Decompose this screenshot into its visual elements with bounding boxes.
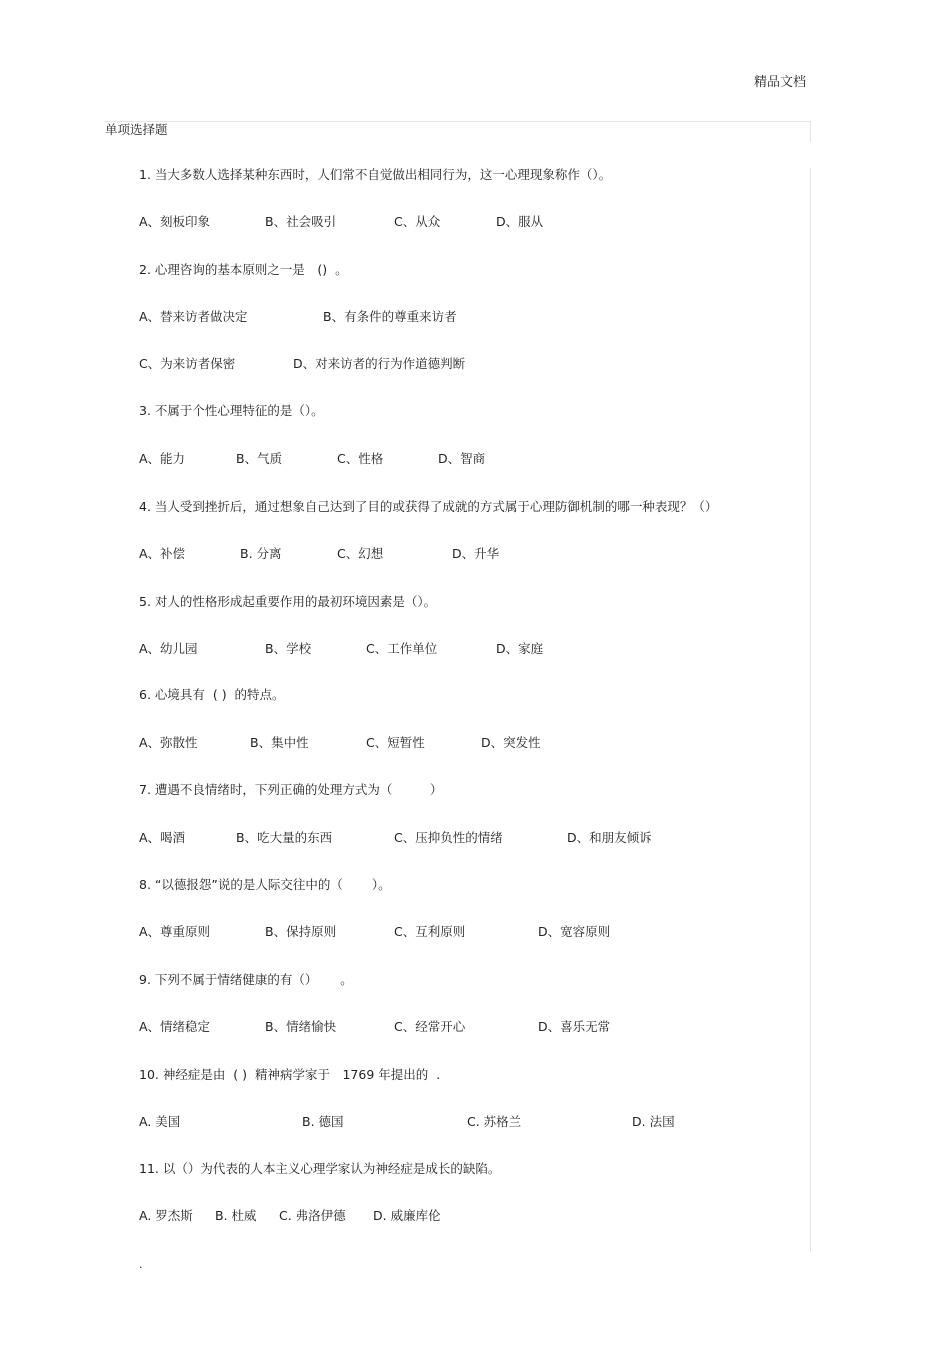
option-d: D、对来访者的行为作道德判断 bbox=[293, 356, 466, 371]
option-c: C、互利原则 bbox=[394, 924, 466, 939]
option-d: D、智商 bbox=[438, 451, 486, 466]
question-text: 11. 以（）为代表的人本主义心理学家认为神经症是成长的缺陷。 bbox=[139, 1161, 501, 1176]
option-a: A、弥散性 bbox=[139, 735, 198, 750]
frame-right-rule bbox=[810, 168, 811, 1252]
question-text: 9. 下列不属于情绪健康的有（） 。 bbox=[139, 972, 353, 987]
option-c: C、为来访者保密 bbox=[139, 356, 236, 371]
option-b: B、保持原则 bbox=[265, 924, 337, 939]
option-d: D、突发性 bbox=[481, 735, 541, 750]
option-b: B、学校 bbox=[265, 641, 312, 656]
question-text: 2. 心理咨询的基本原则之一是 () 。 bbox=[139, 262, 348, 277]
option-d: D. 法国 bbox=[632, 1114, 675, 1129]
option-b: B、气质 bbox=[236, 451, 283, 466]
option-a: A、尊重原则 bbox=[139, 924, 211, 939]
option-a: A、刻板印象 bbox=[139, 214, 211, 229]
option-c: C. 弗洛伊德 bbox=[279, 1208, 346, 1223]
section-title: 单项选择题 bbox=[105, 122, 168, 137]
option-c: C、压抑负性的情绪 bbox=[394, 830, 503, 845]
frame-right-rule bbox=[810, 121, 811, 142]
option-d: D、家庭 bbox=[496, 641, 544, 656]
question-text: 4. 当人受到挫折后，通过想象自己达到了目的或获得了成就的方式属于心理防御机制的哪一种表现？（） bbox=[139, 499, 718, 514]
option-d: D、服从 bbox=[496, 214, 544, 229]
footer-dot: . bbox=[139, 1258, 143, 1271]
question-text: 6. 心境具有 ( ) 的特点。 bbox=[139, 687, 285, 702]
option-c: C、从众 bbox=[394, 214, 441, 229]
option-a: A. 美国 bbox=[139, 1114, 181, 1129]
option-c: C. 苏格兰 bbox=[467, 1114, 522, 1129]
question-text: 3. 不属于个性心理特征的是（）。 bbox=[139, 403, 324, 418]
option-b: B、社会吸引 bbox=[265, 214, 337, 229]
option-d: D、升华 bbox=[452, 546, 500, 561]
question-text: 7. 遭遇不良情绪时，下列正确的处理方式为（ ） bbox=[139, 782, 443, 797]
option-a: A、幼儿园 bbox=[139, 641, 198, 656]
page-header-text: 精品文档 bbox=[754, 75, 807, 90]
option-c: C、短暂性 bbox=[366, 735, 425, 750]
option-b: B. 分离 bbox=[240, 546, 282, 561]
option-b: B、吃大量的东西 bbox=[236, 830, 333, 845]
option-b: B、情绪愉快 bbox=[265, 1019, 337, 1034]
option-b: B. 德国 bbox=[302, 1114, 344, 1129]
option-a: A、能力 bbox=[139, 451, 186, 466]
question-text: 8. “以德报怨”说的是人际交往中的（ ）。 bbox=[139, 877, 391, 892]
option-d: D. 威廉库伦 bbox=[373, 1208, 441, 1223]
option-a: A、补偿 bbox=[139, 546, 186, 561]
option-c: C、经常开心 bbox=[394, 1019, 466, 1034]
option-c: C、性格 bbox=[337, 451, 384, 466]
option-b: B. 杜威 bbox=[215, 1208, 257, 1223]
option-a: A、替来访者做决定 bbox=[139, 309, 248, 324]
question-text: 1. 当大多数人选择某种东西时，人们常不自觉做出相同行为，这一心理现象称作（）。 bbox=[139, 167, 612, 182]
option-d: D、和朋友倾诉 bbox=[567, 830, 652, 845]
option-d: D、宽容原则 bbox=[538, 924, 611, 939]
question-text: 10. 神经症是由 ( ) 精神病学家于 1769 年提出的 . bbox=[139, 1067, 441, 1082]
option-a: A、喝酒 bbox=[139, 830, 186, 845]
frame-top-rule bbox=[105, 121, 810, 122]
option-b: B、有条件的尊重来访者 bbox=[323, 309, 457, 324]
option-c: C、幻想 bbox=[337, 546, 384, 561]
option-c: C、工作单位 bbox=[366, 641, 438, 656]
option-d: D、喜乐无常 bbox=[538, 1019, 611, 1034]
option-a: A. 罗杰斯 bbox=[139, 1208, 193, 1223]
question-text: 5. 对人的性格形成起重要作用的最初环境因素是（）。 bbox=[139, 594, 437, 609]
option-a: A、情绪稳定 bbox=[139, 1019, 211, 1034]
option-b: B、集中性 bbox=[250, 735, 309, 750]
